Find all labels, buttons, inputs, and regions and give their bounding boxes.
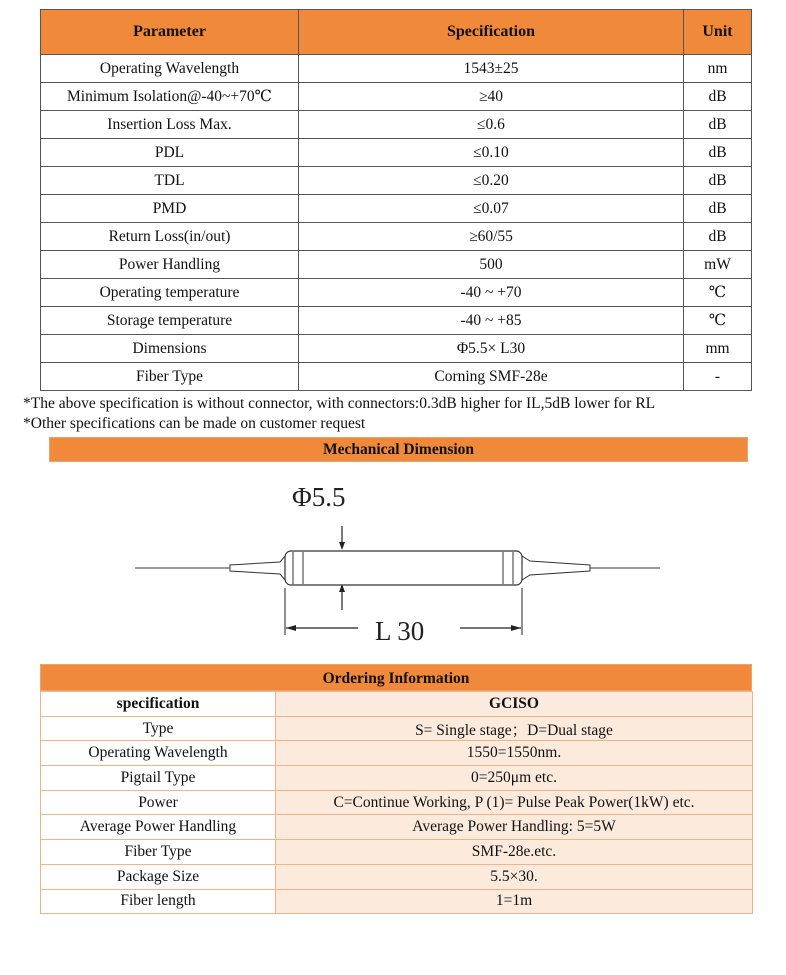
ordering-header-code: GCISO: [276, 692, 753, 717]
spec-cell-value: ≤0.6: [299, 111, 684, 139]
spec-row: [41, 223, 752, 251]
ordering-cell-code: Average Power Handling: 5=5W: [276, 815, 753, 840]
spec-row: [41, 307, 752, 335]
spec-cell-value: -40 ~ +70: [299, 279, 684, 307]
length-arrowhead-left: [286, 625, 296, 631]
ordering-row: [41, 790, 753, 815]
spec-row: [41, 167, 752, 195]
spec-cell-unit: dB: [684, 195, 752, 223]
ordering-cell-spec: Pigtail Type: [41, 766, 276, 791]
spec-table-header: [41, 10, 752, 55]
spec-cell-unit: dB: [684, 111, 752, 139]
length-arrowhead-right: [511, 625, 521, 631]
ordering-row: [41, 815, 753, 840]
ordering-cell-spec: Power: [41, 790, 276, 815]
spec-cell-parameter: TDL: [41, 167, 299, 195]
spec-cell-parameter: Power Handling: [41, 251, 299, 279]
ordering-cell-code: 1=1m: [276, 889, 753, 914]
ordering-row: [41, 840, 753, 865]
spec-cell-parameter: PMD: [41, 195, 299, 223]
ordering-cell-spec: Fiber length: [41, 889, 276, 914]
isolator-drawing: [120, 470, 680, 660]
spec-cell-parameter: Return Loss(in/out): [41, 223, 299, 251]
ordering-row: [41, 864, 753, 889]
ordering-cell-spec: Type: [41, 716, 276, 741]
mechanical-dimension-title: Mechanical Dimension: [49, 437, 748, 462]
boot-right: [522, 556, 590, 580]
note-custom: *Other specifications can be made on customer request: [23, 415, 366, 432]
spec-cell-unit: ℃: [684, 307, 752, 335]
spec-row: [41, 111, 752, 139]
spec-row: [41, 139, 752, 167]
spec-cell-unit: mW: [684, 251, 752, 279]
ordering-cell-code: C=Continue Working, P (1)= Pulse Peak Power(1kW) etc.: [276, 790, 753, 815]
isolator-body: [285, 551, 522, 585]
spec-cell-parameter: Fiber Type: [41, 363, 299, 391]
diameter-arrowhead-top: [339, 542, 345, 550]
spec-cell-parameter: PDL: [41, 139, 299, 167]
spec-cell-unit: nm: [684, 55, 752, 83]
spec-cell-parameter: Storage temperature: [41, 307, 299, 335]
spec-cell-unit: dB: [684, 223, 752, 251]
spec-row: [41, 335, 752, 363]
ordering-row: [41, 716, 753, 741]
diameter-label: Φ5.5: [292, 482, 346, 512]
ordering-cell-code: 0=250μm etc.: [276, 766, 753, 791]
spec-row: [41, 251, 752, 279]
header-unit: Unit: [684, 10, 752, 55]
ordering-cell-code: SMF-28e.etc.: [276, 840, 753, 865]
spec-cell-value: ≤0.10: [299, 139, 684, 167]
spec-cell-unit: dB: [684, 83, 752, 111]
spec-row: [41, 279, 752, 307]
spec-cell-unit: dB: [684, 139, 752, 167]
ordering-cell-spec: Package Size: [41, 864, 276, 889]
spec-cell-value: -40 ~ +85: [299, 307, 684, 335]
spec-cell-parameter: Operating Wavelength: [41, 55, 299, 83]
spec-cell-unit: -: [684, 363, 752, 391]
boot-left: [230, 556, 285, 580]
ordering-row: [41, 741, 753, 766]
ordering-cell-code: 5.5×30.: [276, 864, 753, 889]
spec-cell-value: Φ5.5× L30: [299, 335, 684, 363]
spec-cell-value: Corning SMF-28e: [299, 363, 684, 391]
spec-cell-value: 500: [299, 251, 684, 279]
spec-row: [41, 55, 752, 83]
length-label: L 30: [375, 616, 425, 646]
spec-row: [41, 195, 752, 223]
spec-cell-unit: ℃: [684, 279, 752, 307]
ordering-information-title: Ordering Information: [40, 664, 752, 691]
ordering-row: [41, 889, 753, 914]
ordering-cell-code: S= Single stage；D=Dual stage: [276, 716, 753, 741]
spec-cell-unit: mm: [684, 335, 752, 363]
spec-cell-value: ≤0.20: [299, 167, 684, 195]
ordering-cell-spec: Average Power Handling: [41, 815, 276, 840]
note-connector: *The above specification is without connector, with connectors:0.3dB higher for IL,5dB lower for RL: [23, 395, 656, 412]
ordering-table: [40, 691, 753, 914]
spec-cell-parameter: Insertion Loss Max.: [41, 111, 299, 139]
spec-cell-value: ≥60/55: [299, 223, 684, 251]
spec-row: [41, 363, 752, 391]
ordering-cell-spec: Operating Wavelength: [41, 741, 276, 766]
header-specification: Specification: [299, 10, 684, 55]
specification-table: [40, 9, 752, 391]
spec-cell-parameter: Minimum Isolation@-40~+70℃: [41, 83, 299, 111]
spec-cell-value: ≥40: [299, 83, 684, 111]
spec-cell-parameter: Operating temperature: [41, 279, 299, 307]
ordering-header-row: [41, 692, 753, 717]
ordering-cell-code: 1550=1550nm.: [276, 741, 753, 766]
spec-cell-value: 1543±25: [299, 55, 684, 83]
spec-cell-parameter: Dimensions: [41, 335, 299, 363]
header-parameter: Parameter: [41, 10, 299, 55]
spec-cell-unit: dB: [684, 167, 752, 195]
spec-row: [41, 83, 752, 111]
ordering-cell-spec: Fiber Type: [41, 840, 276, 865]
ordering-row: [41, 766, 753, 791]
spec-cell-value: ≤0.07: [299, 195, 684, 223]
ordering-header-spec: specification: [41, 692, 276, 717]
